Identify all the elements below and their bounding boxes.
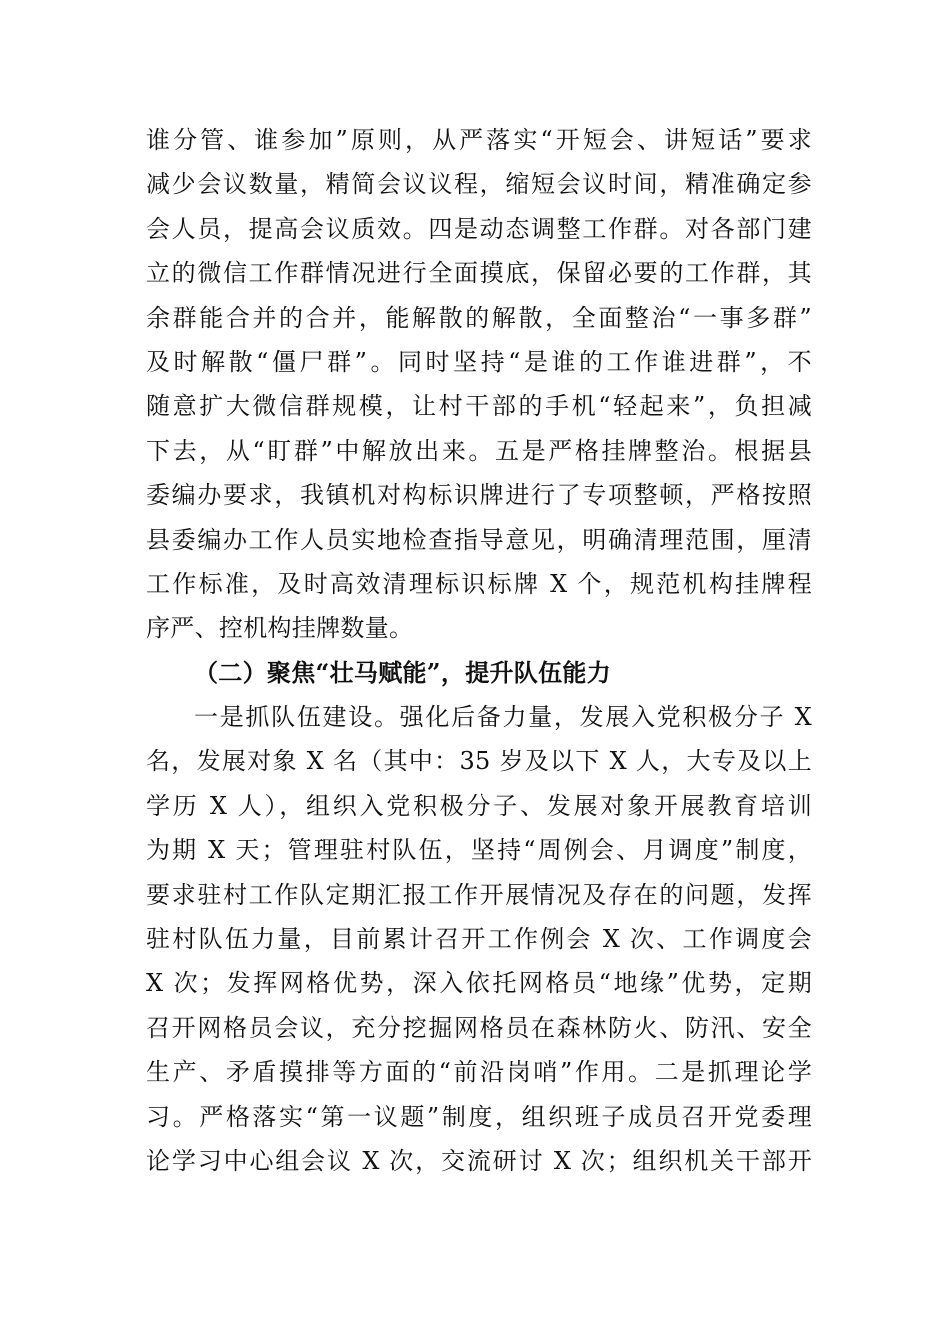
text-line: 召开网格员会议，充分挖掘网格员在森林防火、防汛、安全 — [146, 1013, 812, 1042]
body-text — [146, 118, 812, 1183]
text-line: 余群能合并的合并，能解散的解散，全面整治“一事多群” — [146, 303, 812, 332]
text-line: 减少会议数量，精简会议议程，缩短会议时间，精准确定参 — [146, 170, 812, 199]
text-line: 委编办要求，我镇机对构标识牌进行了专项整顿，严格按照 — [146, 481, 812, 510]
text-line: 下去，从“盯群”中解放出来。五是严格挂牌整治。根据县 — [146, 436, 812, 465]
text-line: 要求驻村工作队定期汇报工作开展情况及存在的问题，发挥 — [146, 880, 812, 909]
text-line: 学历 X 人），组织入党积极分子、发展对象开展教育培训 — [146, 791, 812, 820]
text-line: 及时解散“僵尸群”。同时坚持“是谁的工作谁进群”，不 — [146, 347, 812, 376]
text-line: 工作标准，及时高效清理标识标牌 X 个，规范机构挂牌程 — [146, 569, 812, 598]
text-line: 生产、矛盾摸排等方面的“前沿岗哨”作用。二是抓理论学 — [146, 1058, 812, 1087]
text-line: 一是抓队伍建设。强化后备力量，发展入党积极分子 X — [194, 703, 812, 732]
text-line: 县委编办工作人员实地检查指导意见，明确清理范围，厘清 — [146, 525, 812, 554]
text-line: 驻村队伍力量，目前累计召开工作例会 X 次、工作调度会 — [146, 925, 812, 954]
text-line: 会人员，提高会议质效。四是动态调整工作群。对各部门建 — [146, 214, 812, 243]
text-line: 习。严格落实“第一议题”制度，组织班子成员召开党委理 — [146, 1102, 812, 1131]
text-line: 序严、控机构挂牌数量。 — [146, 614, 414, 643]
text-line: 名，发展对象 X 名（其中：35 岁及以下 X 人，大专及以上 — [146, 747, 812, 776]
text-line: 论学习中心组会议 X 次，交流研讨 X 次；组织机关干部开 — [146, 1146, 812, 1175]
text-line: X 次；发挥网格优势，深入依托网格员“地缘”优势，定期 — [146, 969, 812, 998]
text-line: 为期 X 天；管理驻村队伍，坚持“周例会、月调度”制度， — [146, 836, 812, 865]
section-heading: （二）聚焦“壮马赋能”，提升队伍能力 — [194, 657, 612, 687]
text-line: 随意扩大微信群规模，让村干部的手机“轻起来”，负担减 — [146, 392, 812, 421]
text-line: 谁分管、谁参加”原则，从严落实“开短会、讲短话”要求 — [146, 126, 812, 154]
text-line: 立的微信工作群情况进行全面摸底，保留必要的工作群，其 — [146, 259, 812, 288]
